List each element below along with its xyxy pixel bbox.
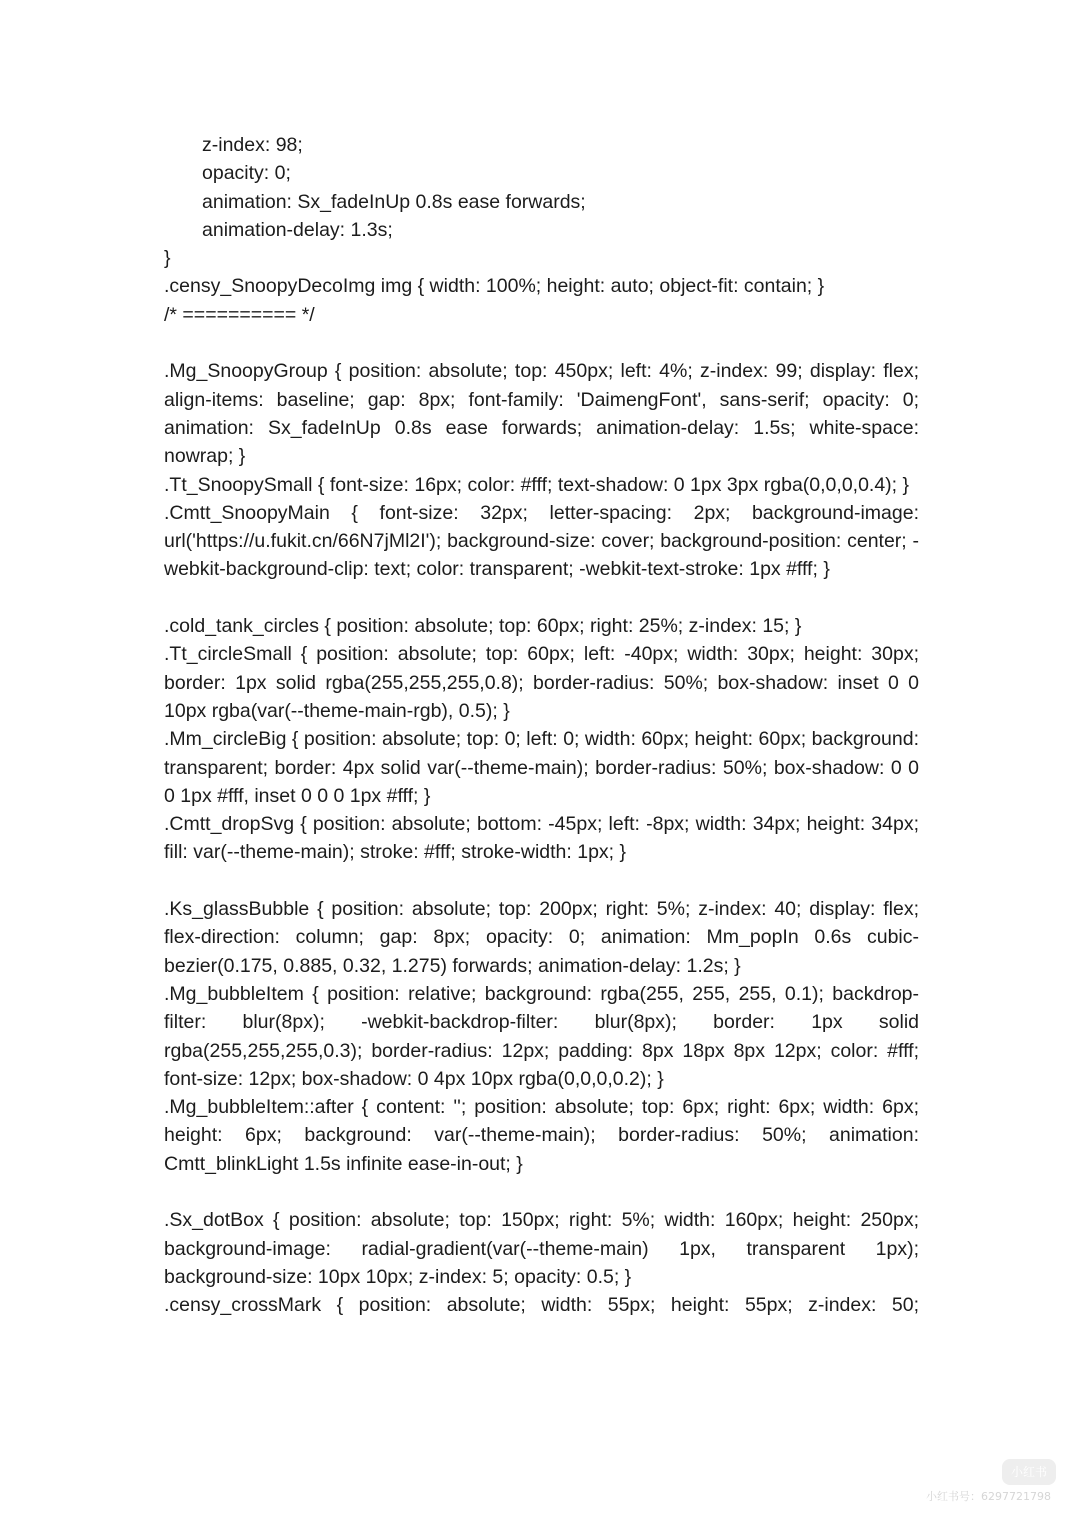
code-line-animation: animation: Sx_fadeInUp 0.8s ease forwards;	[202, 190, 586, 213]
code-rule-snoopy-group: .Mg_SnoopyGroup { position: absolute; top: 450px; left: 4%; z-index: 99; display: flex; align-items: baseline; gap: 8px; font-family: 'DaimengFont', sans-serif; opacity: 0; animation: Sx_fadeInUp 0.8s ease forwards; animation-delay: 1.5s; white-space: nowrap; }	[164, 360, 919, 468]
xiaohongshu-logo-watermark: 小红书	[1002, 1459, 1056, 1485]
code-line-close-brace: }	[164, 247, 171, 270]
code-separator-comment: /* ========== */	[164, 303, 315, 326]
blank-line	[164, 1178, 919, 1206]
code-rule-drop-svg: .Cmtt_dropSvg { position: absolute; bottom: -45px; left: -8px; width: 34px; height: 34px; fill: var(--theme-main); stroke: #fff; stroke-width: 1px; }	[164, 813, 919, 864]
code-rule-snoopy-small: .Tt_SnoopySmall { font-size: 16px; color: #fff; text-shadow: 0 1px 3px rgba(0,0,0,0.4); }	[164, 473, 910, 496]
code-rule-bubble-item-after: .Mg_bubbleItem::after { content: ''; position: absolute; top: 6px; right: 6px; width: 6px; height: 6px; background: var(--theme-main); border-radius: 50%; animation: Cmtt_blinkLight 1.5s infinite ease-in-out; }	[164, 1096, 919, 1175]
code-rule-cross-mark: .censy_crossMark { position: absolute; width: 55px; height: 55px; z-index: 50;	[164, 1294, 919, 1317]
code-rule-circle-big: .Mm_circleBig { position: absolute; top: 0; left: 0; width: 60px; height: 60px; background: transparent; border: 4px solid var(--theme-main); border-radius: 50%; box-shadow: 0 0 0 1px #fff, inset 0 0 0 1px #fff; }	[164, 728, 919, 807]
account-id-watermark: 小红书号：6297721798	[926, 1490, 1051, 1503]
code-line-animation-delay: animation-delay: 1.3s;	[202, 218, 393, 241]
code-rule-cold-tank-circles: .cold_tank_circles { position: absolute; top: 60px; right: 25%; z-index: 15; }	[164, 615, 802, 638]
code-rule-snoopy-decoimg: .censy_SnoopyDecoImg img { width: 100%; height: auto; object-fit: contain; }	[164, 275, 825, 298]
blank-line	[164, 867, 919, 895]
code-rule-bubble-item: .Mg_bubbleItem { position: relative; background: rgba(255, 255, 255, 0.1); backdrop-filter: blur(8px); -webkit-backdrop-filter: blur(8px); border: 1px solid rgba(255,255,255,0.3); border-radius: 12px; padding: 8px 18px 8px 12px; color: #fff; font-size: 12px; box-shadow: 0 4px 10px rgba(0,0,0,0.2); }	[164, 982, 919, 1090]
code-rule-snoopy-main: .Cmtt_SnoopyMain { font-size: 32px; letter-spacing: 2px; background-image: url('https://u.fukit.cn/66N7jMl2I'); background-size: cover; background-position: center; -webkit-background-clip: text; color: transparent; -webkit-text-stroke: 1px #fff; }	[164, 501, 919, 581]
code-line-opacity: opacity: 0;	[202, 162, 291, 185]
code-line-zindex: z-index: 98;	[202, 134, 303, 156]
blank-line	[164, 329, 919, 357]
code-rule-dot-box: .Sx_dotBox { position: absolute; top: 150px; right: 5%; width: 160px; height: 250px; background-image: radial-gradient(var(--theme-main) 1px, transparent 1px); background-size: 10px 10px; z-index: 5; opacity: 0.5; }	[164, 1209, 919, 1288]
css-code-listing	[164, 131, 919, 1319]
blank-line	[164, 584, 919, 612]
code-rule-circle-small: .Tt_circleSmall { position: absolute; top: 60px; left: -40px; width: 30px; height: 30px; border: 1px solid rgba(255,255,255,0.8); border-radius: 50%; box-shadow: inset 0 0 10px rgba(var(--theme-main-rgb), 0.5); }	[164, 643, 919, 722]
code-rule-glass-bubble: .Ks_glassBubble { position: absolute; top: 200px; right: 5%; z-index: 40; display: flex; flex-direction: column; gap: 8px; opacity: 0; animation: Mm_popIn 0.6s cubic-bezier(0.175, 0.885, 0.32, 1.275) forwards; animation-delay: 1.2s; }	[164, 898, 919, 977]
